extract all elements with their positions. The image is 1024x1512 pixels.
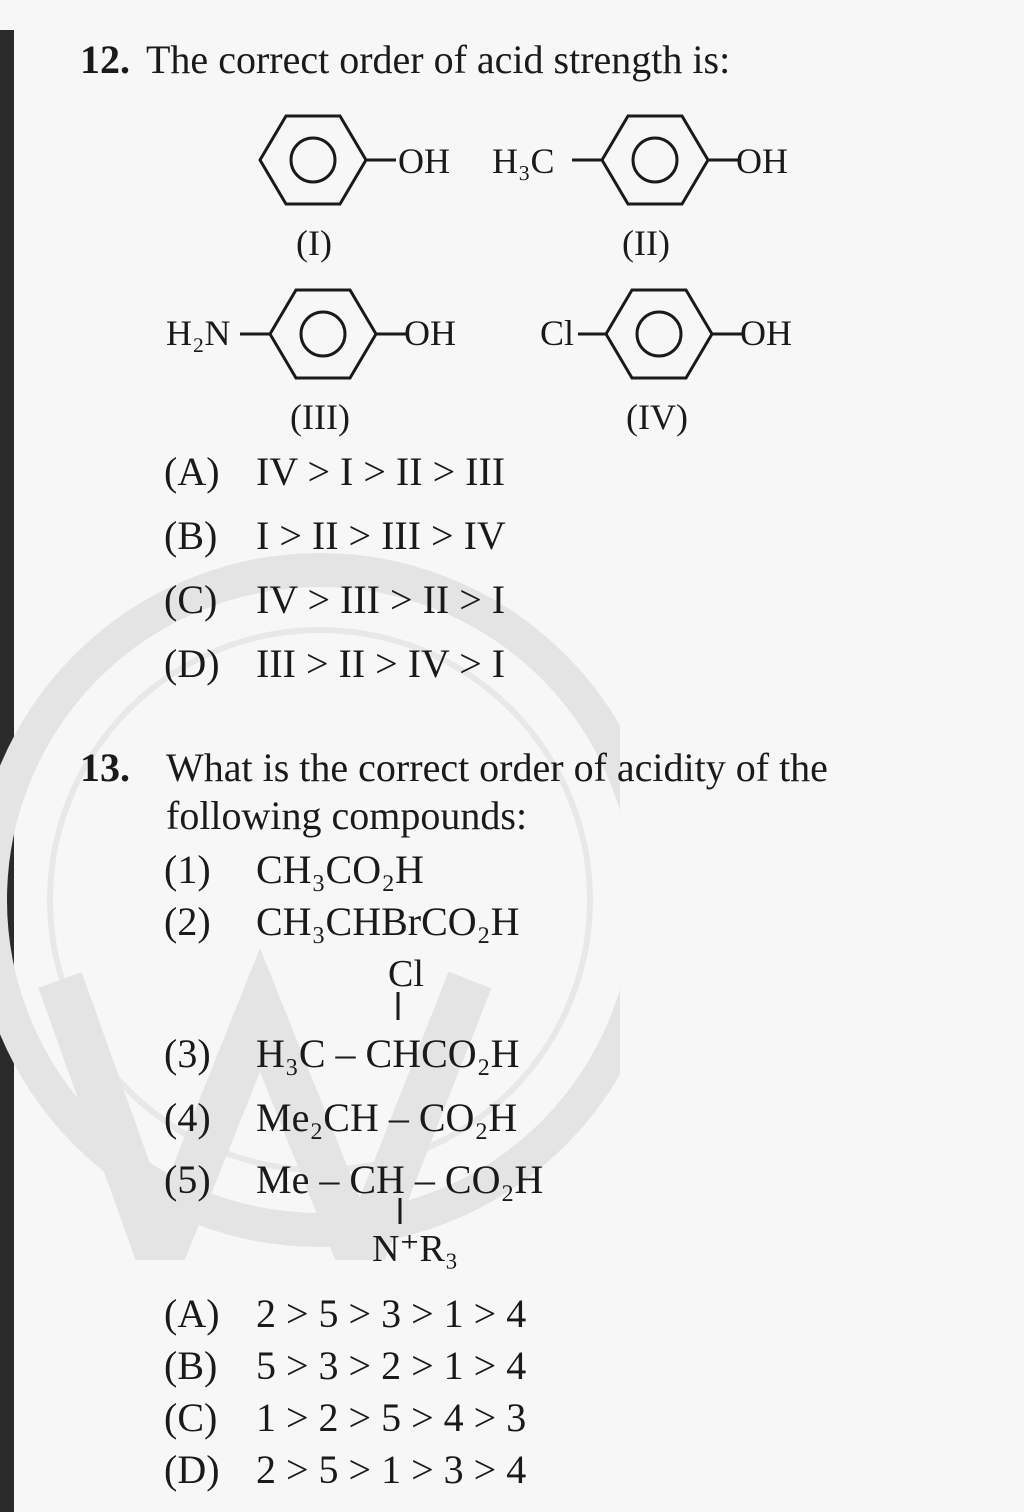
compound-formula: H₃C – CHCO₂H: [256, 1031, 520, 1076]
structure-i-label: (I): [296, 223, 332, 263]
option-label: (B): [164, 513, 218, 558]
compound-5: [164, 1156, 543, 1203]
question-13-text: What is the correct order of acidity of the following compounds:: [166, 745, 828, 838]
q12-option-b[interactable]: [164, 512, 506, 559]
option-label: (B): [164, 1343, 218, 1388]
compound-formula: Me – CH – CO₂H: [256, 1157, 544, 1202]
compound-label: (4): [164, 1095, 211, 1140]
option-text: 2 > 5 > 1 > 3 > 4: [256, 1447, 527, 1492]
compound-formula: CH₃CO₂H: [256, 847, 424, 892]
structure-i-oh: OH: [398, 141, 450, 181]
compound-2: [164, 898, 519, 945]
benzene-ring-icon: [600, 112, 710, 208]
compound-5-substituent: N⁺R₃: [372, 1228, 459, 1270]
compound-label: (3): [164, 1031, 211, 1076]
structure-iii-label: (III): [290, 397, 350, 437]
q13-option-a[interactable]: [164, 1290, 526, 1337]
option-label: (D): [164, 641, 220, 686]
benzene-ring-icon: [258, 112, 368, 208]
structure-iv-label: (IV): [626, 397, 688, 437]
structure-ii-label: (II): [622, 223, 670, 263]
bond-line: [398, 1198, 402, 1224]
option-label: (C): [164, 577, 218, 622]
bond-line: [240, 332, 270, 336]
q13-option-c[interactable]: [164, 1394, 526, 1441]
structure-iv-chloro: Cl: [540, 313, 575, 353]
compound-4: [164, 1094, 517, 1141]
benzene-ring-icon: [268, 286, 378, 382]
question-12-number: 12.: [80, 37, 130, 82]
q13-option-b[interactable]: [164, 1342, 526, 1389]
option-text: 1 > 2 > 5 > 4 > 3: [256, 1395, 527, 1440]
option-label: (D): [164, 1447, 220, 1492]
structure-iii-amino: H₂N: [166, 313, 231, 353]
bond-line: [376, 332, 406, 336]
option-label: (C): [164, 1395, 218, 1440]
question-12-text: The correct order of acid strength is:: [146, 37, 731, 82]
compound-formula: Me₂CH – CO₂H: [256, 1095, 518, 1140]
option-text: IV > I > II > III: [256, 449, 506, 494]
compound-formula: CH₃CHBrCO₂H: [256, 899, 520, 944]
structure-iv-oh: OH: [740, 313, 792, 353]
compound-3: [164, 1030, 519, 1077]
option-label: (A): [164, 1291, 220, 1336]
bond-line: [712, 332, 742, 336]
compound-3-substituent: Cl: [388, 953, 424, 995]
structure-ii-oh: OH: [736, 141, 788, 181]
bond-line: [396, 992, 400, 1020]
compound-label: (1): [164, 847, 211, 892]
option-text: 2 > 5 > 3 > 1 > 4: [256, 1291, 527, 1336]
structure-iii-oh: OH: [404, 313, 456, 353]
structure-ii-methyl: H₃C: [492, 141, 555, 181]
compound-label: (5): [164, 1157, 211, 1202]
bond-line: [708, 158, 738, 162]
q12-option-a[interactable]: [164, 448, 505, 495]
bond-line: [572, 158, 602, 162]
q12-option-d[interactable]: [164, 640, 505, 687]
option-label: (A): [164, 449, 220, 494]
compound-label: (2): [164, 899, 211, 944]
option-text: I > II > III > IV: [256, 513, 506, 558]
q13-option-d[interactable]: [164, 1446, 526, 1493]
benzene-ring-icon: [604, 286, 714, 382]
compound-1: [164, 846, 424, 893]
option-text: IV > III > II > I: [256, 577, 506, 622]
q12-option-c[interactable]: [164, 576, 505, 623]
option-text: 5 > 3 > 2 > 1 > 4: [256, 1343, 527, 1388]
option-text: III > II > IV > I: [256, 641, 506, 686]
bond-line: [366, 158, 396, 162]
question-13-number: 13.: [80, 745, 130, 790]
